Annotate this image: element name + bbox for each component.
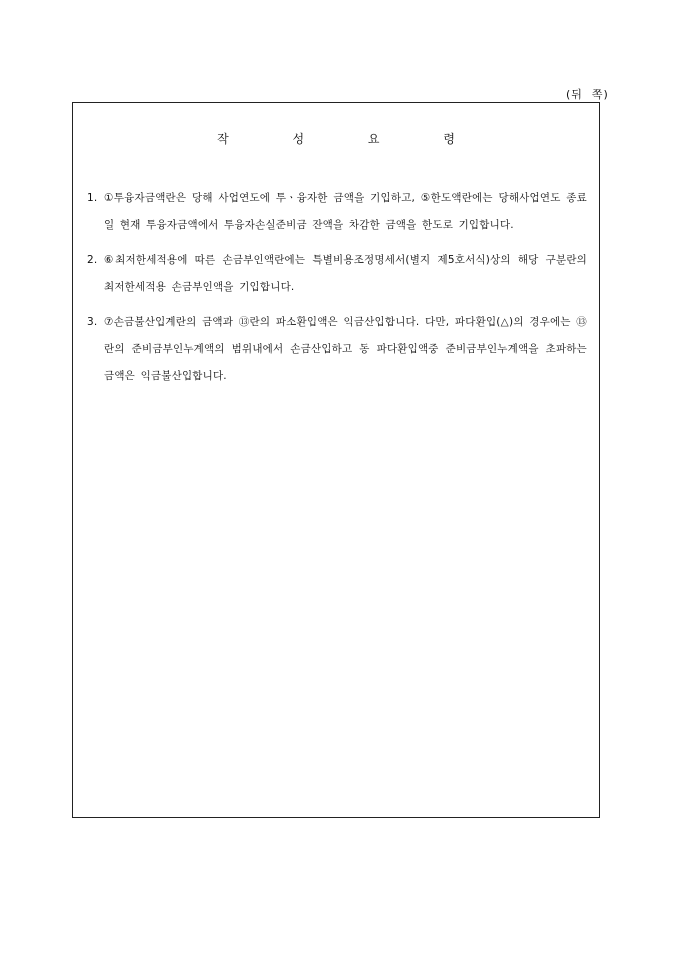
instruction-number: 1. <box>87 192 98 204</box>
instruction-item-2 <box>87 247 587 301</box>
instruction-text: ⑦손금불산입계란의 금액과 ⑬란의 파소환입액은 익금산입합니다. 다만, 파다환입(△)의 경우에는 ⑬란의 준비금부인누계액의 범위내에서 손금산입하고 동 파다환입액중 준비금부인누계액을 초파하는 금액은 익금불산입합니다. <box>104 316 587 382</box>
instruction-text: ①투융자금액란은 당해 사업연도에 투ㆍ융자한 금액을 기입하고, ⑤한도액란에는 당해사업연도 종료일 현재 투융자금액에서 투융자손실준비금 잔액을 차감한 금액을 한도로 기입합니다. <box>104 192 587 231</box>
instruction-number: 3. <box>87 316 98 328</box>
instruction-list <box>87 185 587 398</box>
instructions-frame <box>72 102 600 818</box>
instruction-item-3 <box>87 309 587 390</box>
document-title: 작 성 요 령 <box>217 132 485 146</box>
instruction-text: ⑥최저한세적용에 따른 손금부인액란에는 특별비용조정명세서(별지 제5호서식)상의 해당 구분란의 최저한세적용 손금부인액을 기입합니다. <box>104 254 587 293</box>
instruction-number: 2. <box>87 254 98 266</box>
page-side-label: (뒤 쪽) <box>566 88 609 101</box>
instruction-item-1 <box>87 185 587 239</box>
